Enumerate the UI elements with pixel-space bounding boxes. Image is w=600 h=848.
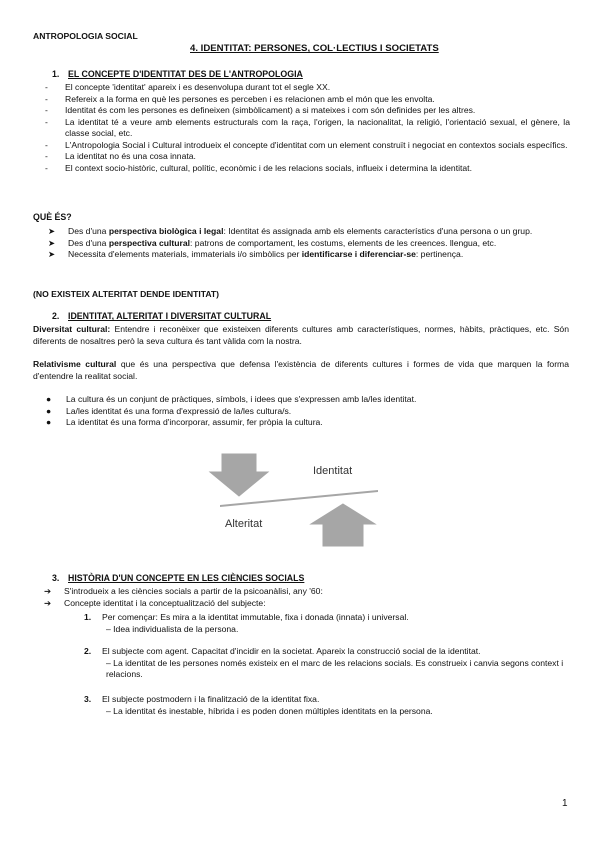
arrowhead-icon: ➤ bbox=[48, 249, 56, 259]
arrow-right-icon: ➔ bbox=[44, 597, 52, 608]
list-item: - Refereix a la forma en què les persones es perceben i es relacionen amb el món que les envolta. bbox=[45, 93, 435, 104]
subitem-1: 1. Per començar: Es mira a la identitat immutable, fixa i donada (innata) i universal. – Idea individualista de la persona. bbox=[84, 612, 409, 634]
list-item: - L'Antropologia Social i Cultural introdueix el concepte d'identitat com un element construït i negociat en contextos socials específics. bbox=[45, 139, 568, 150]
list-item: - Identitat és com les persones es defineixen (simbòlicament) a si mateixes i com són definides per les altres. bbox=[45, 105, 476, 115]
subitem-3: 3. El subjecte postmodern i la finalització de la identitat fixa. – La identitat és inestable, híbrida i es poden donen múltiples identitats en la persona. bbox=[84, 694, 433, 716]
list-item: ● La/les identitat és una forma d'expressió de la/les cultura/s. bbox=[46, 405, 292, 416]
list-item: - La identitat té a veure amb elements estructurals com la raça, l'origen, la nacionalitat, la religió, l'orientació sexual, el gènere, la classe social, etc. bbox=[45, 116, 570, 138]
subitem-2: 2. El subjecte com agent. Capacitat d'incidir en la societat. Apareix la construcció social de la identitat. – La identitat de les persones només existeix en el marc de les relacions socials. Es construeix i canvia segons context i relacions. bbox=[84, 646, 564, 679]
que-es-list bbox=[48, 226, 570, 261]
list-item: ➔ Concepte identitat i la conceptualització del subjecte: bbox=[44, 597, 266, 608]
list-item: ● La identitat és una forma d'incorporar, assumir, fer pròpia la cultura. bbox=[46, 417, 323, 427]
note: (NO EXISTEIX ALTERITAT DENDE IDENTITAT) bbox=[33, 289, 220, 299]
section-3-number: 3. bbox=[52, 573, 60, 583]
paragraph-relativisme: Relativisme cultural que és una perspectiva que defensa l'existència de diferents cultures i formes de vida que marquen la forma d'entendre la realitat social. bbox=[33, 359, 569, 381]
section-2-title: IDENTITAT, ALTERITAT I DIVERSITAT CULTURAL bbox=[68, 311, 272, 321]
document-header: ANTROPOLOGIA SOCIAL bbox=[33, 31, 138, 41]
section-1-number: 1. bbox=[52, 69, 60, 79]
list-item: ➤ Des d'una perspectiva biològica i legal: Identitat és assignada amb els elements característics d'una persona o un grup. bbox=[48, 226, 533, 236]
label-identitat: Identitat bbox=[313, 465, 353, 477]
page-number: 1 bbox=[562, 798, 568, 809]
arrowhead-icon: ➤ bbox=[48, 237, 56, 248]
bullet-icon: ● bbox=[46, 405, 52, 416]
label-alteritat: Alteritat bbox=[225, 518, 263, 530]
section-2-number: 2. bbox=[52, 311, 60, 321]
section-2-bullets bbox=[46, 394, 570, 429]
section-3-list bbox=[44, 586, 570, 609]
section-3-heading bbox=[52, 573, 304, 585]
down-arrow-icon bbox=[210, 454, 268, 496]
document-title: 4. IDENTITAT: PERSONES, COL·LECTIUS I SOCIETATS bbox=[190, 43, 439, 54]
que-es-heading: QUÈ ÉS? bbox=[33, 212, 72, 222]
arrowhead-icon: ➤ bbox=[48, 226, 56, 236]
identitat-alteritat-diagram bbox=[200, 450, 400, 550]
list-item: - La identitat no és una cosa innata. bbox=[45, 151, 196, 161]
bullet-icon: ● bbox=[46, 394, 52, 404]
section-1-list bbox=[45, 82, 570, 174]
list-item: - El context socio-històric, cultural, polític, econòmic i de les relacions socials, influeix i determina la identitat. bbox=[45, 162, 472, 173]
list-item: ➤ Necessita d'elements materials, immaterials i/o simbòlics per identificarse i diferenciar-se: pertinença. bbox=[48, 249, 464, 259]
arrow-right-icon: ➔ bbox=[44, 586, 52, 596]
up-arrow-icon bbox=[311, 504, 375, 546]
list-item: ➔ S'introdueix a les ciències socials a partir de la psicoanàlisi, any '60: bbox=[44, 586, 323, 596]
bullet-icon: ● bbox=[46, 417, 52, 427]
section-1-heading bbox=[52, 69, 303, 81]
section-1-title: EL CONCEPTE D'IDENTITAT DES DE L'ANTROPOLOGIA bbox=[68, 69, 303, 79]
list-item: ➤ Des d'una perspectiva cultural: patrons de comportament, les costums, elements de les creences. llengua, etc. bbox=[48, 237, 497, 248]
section-2-heading bbox=[52, 311, 271, 323]
list-item: - El concepte 'identitat' apareix i es desenvolupa durant tot el segle XX. bbox=[45, 82, 331, 92]
section-3-title: HISTÒRIA D'UN CONCEPTE EN LES CIÈNCIES SOCIALS bbox=[68, 573, 305, 583]
list-item: ● La cultura és un conjunt de pràctiques, símbols, i idees que s'expressen amb la/les identitat. bbox=[46, 394, 417, 404]
paragraph-diversitat: Diversitat cultural: Entendre i reconèixer que existeixen diferents cultures amb característiques, normes, hàbits, pràctiques, etc. Són diferents de nosaltres però la seva cultura és tant vàlida com la nostra. bbox=[33, 324, 569, 346]
